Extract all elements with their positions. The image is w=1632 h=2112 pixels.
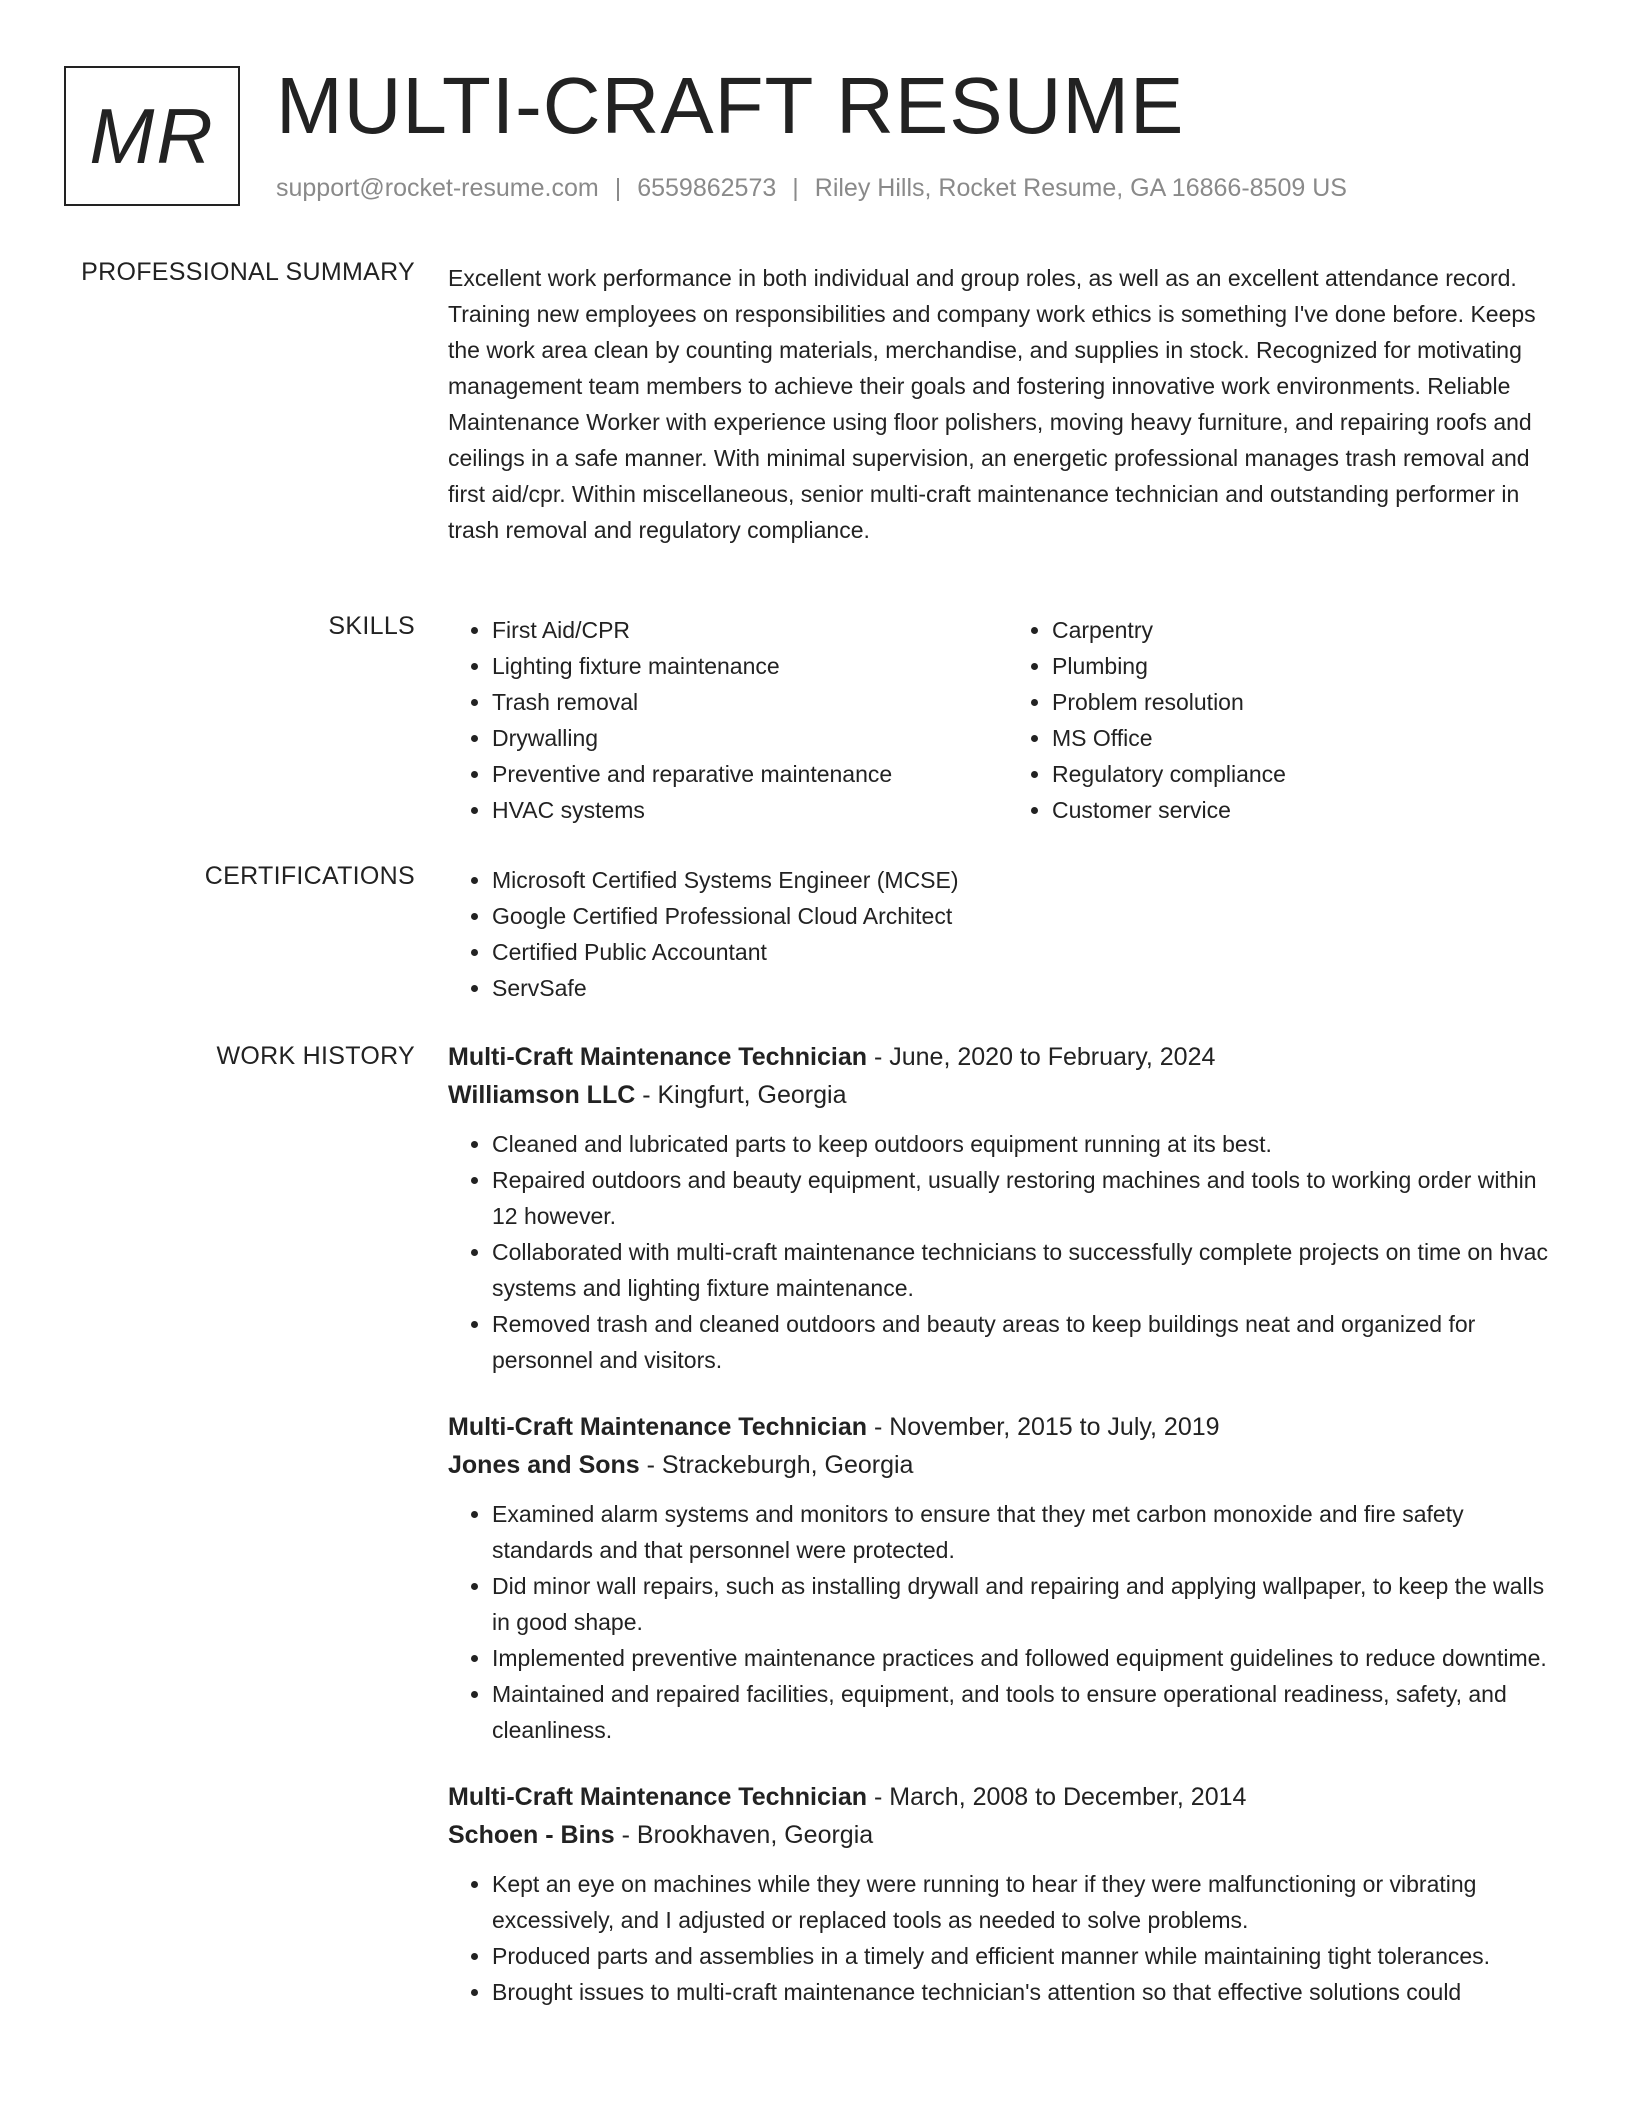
- job-bullets: [448, 1126, 1568, 1378]
- summary-label: PROFESSIONAL SUMMARY: [81, 258, 415, 286]
- job-dates: - June, 2020 to February, 2024: [867, 1043, 1216, 1071]
- contact-separator: |: [614, 174, 622, 202]
- monogram-logo: MR: [64, 66, 240, 206]
- job-bullets: [448, 1866, 1568, 2010]
- skills-list-left: [448, 612, 1008, 828]
- job-company: Jones and Sons: [448, 1451, 640, 1479]
- job-bullet: • Maintained and repaired facilities, equipment, and tools to ensure operational readiness, safety, and cleanliness.: [492, 1676, 1568, 1748]
- job-entry: [448, 1038, 1568, 1378]
- skill-item: • MS Office: [1052, 720, 1568, 756]
- job-company-line: [448, 1076, 1568, 1114]
- skills-label: SKILLS: [328, 612, 415, 640]
- job-location: - Strackeburgh, Georgia: [639, 1451, 914, 1479]
- skill-item: • Plumbing: [1052, 648, 1568, 684]
- skill-item: • Trash removal: [492, 684, 1008, 720]
- contact-email[interactable]: support@rocket-resume.com: [276, 174, 599, 202]
- work-history-body: [448, 1038, 1568, 2040]
- contact-separator: |: [792, 174, 799, 202]
- certification-item: • ServSafe: [492, 970, 1568, 1006]
- job-location: - Kingfurt, Georgia: [635, 1081, 847, 1109]
- job-entry: [448, 1778, 1568, 2010]
- job-bullets: [448, 1496, 1568, 1748]
- skill-item: • Lighting fixture maintenance: [492, 648, 1008, 684]
- skill-item: • Preventive and reparative maintenance: [492, 756, 1008, 792]
- job-title: Multi-Craft Maintenance Technician: [448, 1413, 868, 1441]
- certifications-body: [448, 862, 1568, 1006]
- skills-list-right: [1008, 612, 1568, 828]
- skill-item: • First Aid/CPR: [492, 612, 1008, 648]
- job-bullet: • Implemented preventive maintenance practices and followed equipment guidelines to reduce downtime.: [492, 1640, 1568, 1676]
- work-history-label: WORK HISTORY: [216, 1042, 415, 1070]
- skill-item: • Carpentry: [1052, 612, 1568, 648]
- job-dates: - November, 2015 to July, 2019: [867, 1413, 1220, 1441]
- job-bullet: • Did minor wall repairs, such as installing drywall and repairing and applying wallpaper, to keep the walls in good shape.: [492, 1568, 1568, 1640]
- job-bullet: • Cleaned and lubricated parts to keep outdoors equipment running at its best.: [492, 1126, 1568, 1162]
- job-bullet: • Produced parts and assemblies in a timely and efficient manner while maintaining tight tolerances.: [492, 1938, 1568, 1974]
- job-title: Multi-Craft Maintenance Technician: [448, 1043, 868, 1071]
- certifications-list: [448, 862, 1568, 1006]
- job-bullet: • Brought issues to multi-craft maintenance technician's attention so that effective solutions could: [492, 1974, 1568, 2010]
- resume-header: [64, 61, 1564, 211]
- job-dates: - March, 2008 to December, 2014: [867, 1783, 1247, 1811]
- job-company-line: [448, 1816, 1568, 1854]
- certification-item: • Certified Public Accountant: [492, 934, 1568, 970]
- skill-item: • Customer service: [1052, 792, 1568, 828]
- job-title-line: [448, 1778, 1568, 1816]
- summary-text: Excellent work performance in both individual and group roles, as well as an excellent attendance record. Training new employees on responsibilities and company work ethics is something I've done before. Keeps the work area clean by counting materials, merchandise, and supplies in stock. Recognized for motivating management team members to achieve their goals and fostering innovative work environments. Reliable Maintenance Worker with experience using floor polishers, moving heavy furniture, and repairing roofs and ceilings in a safe manner. With minimal supervision, an energetic professional manages trash removal and first aid/cpr. Within miscellaneous, senior multi-craft maintenance technician and outstanding performer in trash removal and regulatory compliance.: [448, 265, 1536, 543]
- resume-name: MULTI-CRAFT RESUME: [276, 61, 1185, 150]
- job-location: - Brookhaven, Georgia: [614, 1821, 874, 1849]
- job-title: Multi-Craft Maintenance Technician: [448, 1783, 868, 1811]
- certification-item: • Google Certified Professional Cloud Architect: [492, 898, 1568, 934]
- job-company-line: [448, 1446, 1568, 1484]
- skills-columns: [448, 612, 1568, 828]
- skill-item: • Regulatory compliance: [1052, 756, 1568, 792]
- contact-phone[interactable]: 6559862573: [637, 174, 777, 202]
- contact-line: [276, 174, 1347, 203]
- job-bullet: • Collaborated with multi-craft maintenance technicians to successfully complete projects on time on hvac systems and lighting fixture maintenance.: [492, 1234, 1568, 1306]
- skill-item: • Problem resolution: [1052, 684, 1568, 720]
- job-company: Williamson LLC: [448, 1081, 636, 1109]
- skill-item: • Drywalling: [492, 720, 1008, 756]
- contact-address: Riley Hills, Rocket Resume, GA 16866-8509 US: [814, 174, 1347, 202]
- job-title-line: [448, 1038, 1568, 1076]
- job-company: Schoen - Bins: [448, 1821, 615, 1849]
- job-bullet: • Repaired outdoors and beauty equipment, usually restoring machines and tools to working order within 12 however.: [492, 1162, 1568, 1234]
- job-title-line: [448, 1408, 1568, 1446]
- certification-item: • Microsoft Certified Systems Engineer (MCSE): [492, 862, 1568, 898]
- job-bullet: • Kept an eye on machines while they were running to hear if they were malfunctioning or vibrating excessively, and I adjusted or replaced tools as needed to solve problems.: [492, 1866, 1568, 1938]
- job-bullet: • Removed trash and cleaned outdoors and beauty areas to keep buildings neat and organized for personnel and visitors.: [492, 1306, 1568, 1378]
- certifications-label: CERTIFICATIONS: [204, 862, 415, 890]
- job-bullet: • Examined alarm systems and monitors to ensure that they met carbon monoxide and fire safety standards and that personnel were protected.: [492, 1496, 1568, 1568]
- job-entry: [448, 1408, 1568, 1748]
- skill-item: • HVAC systems: [492, 792, 1008, 828]
